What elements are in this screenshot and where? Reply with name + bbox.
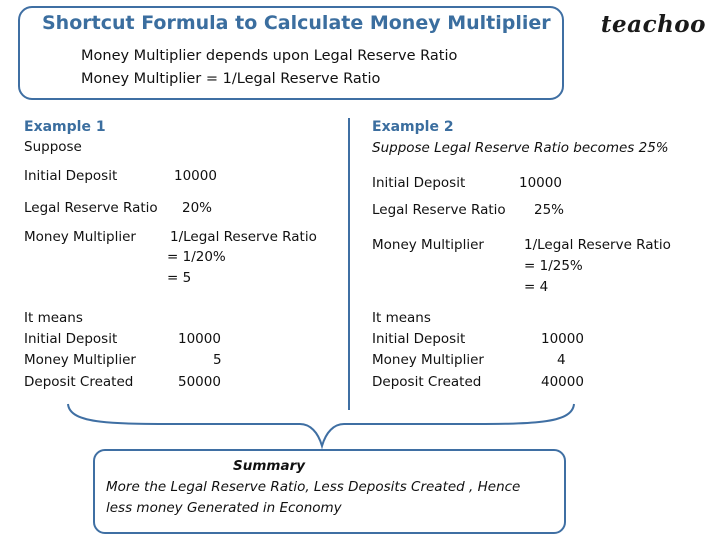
ex2-res-mm-value: 4: [557, 352, 566, 368]
vertical-divider: [348, 118, 350, 410]
ex2-res-dc-label: Deposit Created: [372, 374, 482, 390]
example-1-title: Example 1: [24, 119, 106, 135]
ex1-res-dc-label: Deposit Created: [24, 374, 134, 390]
ex1-lrr-value: 20%: [182, 200, 213, 216]
ex1-res-initial-label: Initial Deposit: [24, 331, 118, 347]
ex1-it-means: It means: [24, 310, 83, 326]
ex1-res-mm-label: Money Multiplier: [24, 352, 136, 368]
ex1-mm-step-2: = 1/20%: [167, 249, 226, 265]
curly-brace: [60, 402, 590, 450]
formula-line-2: Money Multiplier = 1/Legal Reserve Ratio: [81, 71, 381, 87]
example-1-intro: Suppose: [24, 139, 82, 155]
ex2-it-means: It means: [372, 310, 431, 326]
ex2-res-mm-label: Money Multiplier: [372, 352, 484, 368]
page-title: Shortcut Formula to Calculate Money Multiplier: [42, 12, 551, 34]
ex2-res-dc-value: 40000: [541, 374, 584, 390]
ex2-mm-step-1: 1/Legal Reserve Ratio: [524, 237, 671, 253]
ex2-mm-step-2: = 1/25%: [524, 258, 583, 274]
ex1-initial-deposit-label: Initial Deposit: [24, 168, 118, 184]
ex1-initial-deposit-value: 10000: [174, 168, 217, 184]
ex1-res-dc-value: 50000: [178, 374, 221, 390]
summary-title: Summary: [233, 458, 306, 474]
ex2-res-initial-label: Initial Deposit: [372, 331, 466, 347]
ex1-res-initial-value: 10000: [178, 331, 221, 347]
ex2-res-initial-value: 10000: [541, 331, 584, 347]
ex2-initial-deposit-value: 10000: [519, 175, 562, 191]
ex2-lrr-value: 25%: [534, 202, 565, 218]
ex1-mm-label: Money Multiplier: [24, 229, 136, 245]
ex1-mm-step-3: = 5: [167, 270, 192, 286]
teachoo-logo: teachoo: [600, 11, 706, 38]
summary-line-1: More the Legal Reserve Ratio, Less Deposits Created , Hence: [106, 479, 521, 495]
ex1-mm-step-1: 1/Legal Reserve Ratio: [170, 229, 317, 245]
ex2-mm-label: Money Multiplier: [372, 237, 484, 253]
summary-line-2: less money Generated in Economy: [106, 500, 342, 516]
ex1-res-mm-value: 5: [213, 352, 222, 368]
ex2-lrr-label: Legal Reserve Ratio: [372, 202, 506, 218]
example-2-intro: Suppose Legal Reserve Ratio becomes 25%: [372, 140, 669, 156]
ex2-initial-deposit-label: Initial Deposit: [372, 175, 466, 191]
formula-line-1: Money Multiplier depends upon Legal Reserve Ratio: [81, 48, 458, 64]
ex2-mm-step-3: = 4: [524, 279, 549, 295]
example-2-title: Example 2: [372, 119, 454, 135]
ex1-lrr-label: Legal Reserve Ratio: [24, 200, 158, 216]
